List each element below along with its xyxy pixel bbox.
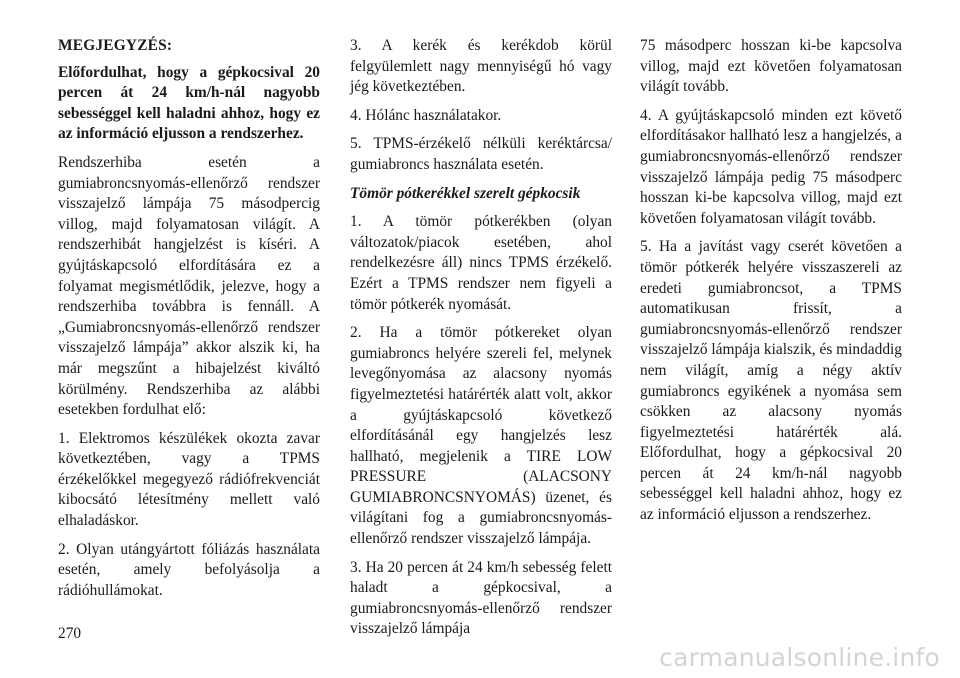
body-paragraph: Rendszerhiba esetén a gumiabroncsnyomás-ellenőrző rendszer visszajelző lámpája 75 másodpercig villog, majd folyamatosan világít. A rendszerhibát hangjelzést is kíséri. A gyújtáskapcsoló elfordítására ez a folyamat megismétlődik, jelezve, hogy a rendszerhiba továbbra is fennáll. A „Gumiabroncsnyomás-ellenőrző rendszer visszajelző lámpája” akkor alszik ki, ha már megszűnt a hibajelzést kiváltó körülmény. Rendszerhiba az alábbi esetekben fordulhat elő:	[58, 153, 320, 419]
body-paragraph: 75 másodperc hosszan ki-be kapcsolva villog, majd ezt követően folyamatosan világít tovább.	[640, 37, 902, 96]
page-number: 270	[58, 625, 82, 642]
note-heading: MEGJEGYZÉS:	[58, 37, 173, 54]
list-item: 5. TPMS-érzékelő nélküli keréktárcsa/ gumiabroncs használata esetén.	[350, 135, 612, 173]
list-item: 4. Hólánc használatakor.	[350, 106, 502, 124]
list-item: 3. Ha 20 percen át 24 km/h sebesség felett haladt a gépkocsival, a gumiabroncsnyomás-ellenőrző rendszer visszajelző lámpája	[350, 558, 612, 638]
text-column-2	[350, 36, 612, 648]
note-paragraph: Előfordulhat, hogy a gépkocsival 20 percen át 24 km/h-nál nagyobb sebességgel kell haladni ahhoz, hogy ez az információ eljusson a rendszerhez.	[58, 63, 320, 143]
section-subheading: Tömör pótkerékkel szerelt gépkocsik	[350, 184, 581, 202]
list-item: 1. Elektromos készülékek okozta zavar következtében, vagy a TPMS érzékelőkkel megegyező rádiófrekvenciát kibocsátó létesítmény mellett való elhaladáskor.	[58, 429, 320, 530]
list-item: 5. Ha a javítást vagy cserét követően a tömör pótkerék helyére visszaszereli az eredeti gumiabroncsot, a TPMS automatikusan frissít, a gumiabroncsnyomás-ellenőrző rendszer visszajelző lámpája kialszik, és mindaddig nem világít, amíg a négy aktív gumiabroncs egyikének a nyomása sem csökken az alacsony nyomás figyelmeztetési határérték alá. Előfordulhat, hogy a gépkocsival 20 percen át 24 km/h-nál nagyobb sebességgel kell haladni ahhoz, hogy ez az információ eljusson a rendszerhez.	[640, 238, 902, 524]
list-item: 2. Olyan utángyártott fóliázás használata esetén, amely befolyásolja a rádióhullámokat.	[58, 540, 320, 599]
list-item: 4. A gyújtáskapcsoló minden ezt követő elfordításakor hallható lesz a hangjelzés, a gumiabroncsnyomás-ellenőrző rendszer visszajelző lámpája pedig 75 másodperc hosszan ki-be kapcsolva villog, majd ezt követően folyamatosan világít tovább.	[640, 106, 902, 227]
watermark-logo: carmanualsonline.info	[659, 643, 940, 672]
list-item: 1. A tömör pótkerékben (olyan változatok/piacok esetében, ahol rendelkezésre áll) nincs TPMS érzékelő. Ezért a TPMS rendszer nem figyeli a tömör pótkerék nyomását.	[350, 213, 612, 313]
text-column-1	[58, 36, 320, 609]
list-item: 3. A kerék és kerékdob körül felgyülemlett nagy mennyiségű hó vagy jég következtében.	[350, 37, 612, 96]
text-column-3	[640, 36, 902, 534]
list-item: 2. Ha a tömör pótkereket olyan gumiabroncs helyére szereli fel, melynek levegőnyomása az alacsony nyomás figyelmeztetési határérték alatt volt, akkor a gyújtáskapcsoló következő elfordításánál egy hangjelzés lesz hallható, megjelenik a TIRE LOW PRESSURE (ALACSONY GUMIABRONCSNYOMÁS) üzenet, és világítani fog a gumiabroncsnyomás-ellenőrző rendszer visszajelző lámpája.	[350, 324, 612, 548]
